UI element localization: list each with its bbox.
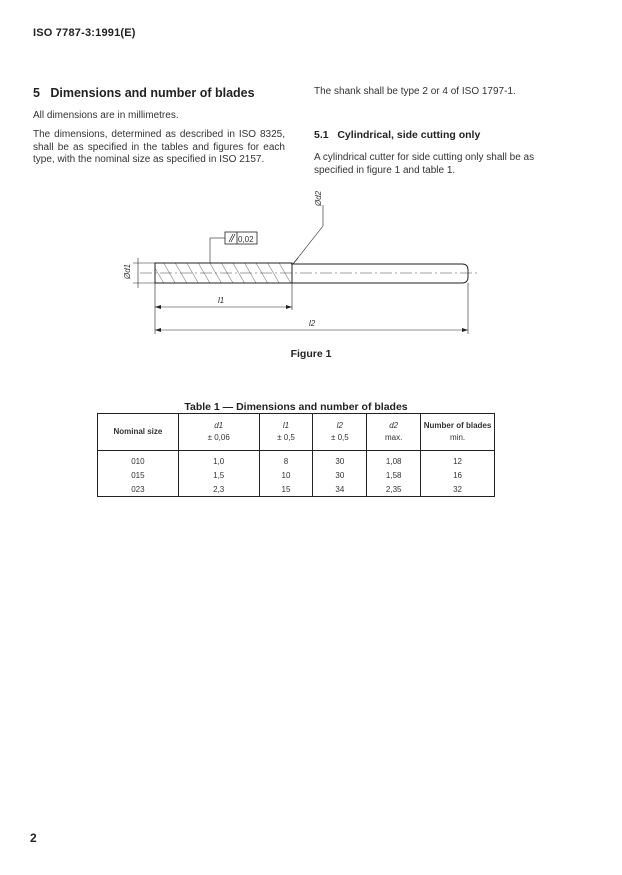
header-l1: l1 ± 0,5 bbox=[259, 414, 313, 451]
label-d1: Ød1 bbox=[123, 263, 132, 279]
header-l2: l2 ± 0,5 bbox=[313, 414, 367, 451]
section-5-heading: 5 Dimensions and number of blades bbox=[33, 86, 255, 100]
label-l2: l2 bbox=[309, 319, 316, 328]
label-d2: Ød2 bbox=[314, 190, 323, 206]
section-5-1-heading: 5.1 Cylindrical, side cutting only bbox=[314, 129, 481, 141]
shank bbox=[292, 264, 468, 283]
header-d2: d2 max. bbox=[367, 414, 421, 451]
document-header: ISO 7787-3:1991(E) bbox=[33, 27, 136, 39]
table-title: Table 1 — Dimensions and number of blades bbox=[184, 401, 408, 413]
dimensions-table bbox=[97, 413, 495, 497]
shank-note: The shank shall be type 2 or 4 of ISO 1797-1. bbox=[314, 86, 516, 97]
table-row: 010 1,0 8 30 1,08 12 bbox=[98, 451, 495, 469]
tolerance-value: 0,02 bbox=[238, 235, 254, 244]
header-d1: d1 ± 0,06 bbox=[178, 414, 259, 451]
table-row: 023 2,3 15 34 2,35 32 bbox=[98, 482, 495, 497]
section-5-paragraph: The dimensions, determined as described in ISO 8325, shall be as specified in the tables and figures for each type, with the nominal size as specified in ISO 2157. bbox=[33, 129, 285, 165]
table-row: 015 1,5 10 30 1,58 16 bbox=[98, 468, 495, 482]
units-note: All dimensions are in millimetres. bbox=[33, 110, 179, 121]
section-5-1-paragraph: A cylindrical cutter for side cutting only shall be as specified in figure 1 and table 1. bbox=[314, 152, 535, 176]
label-l1: l1 bbox=[218, 296, 225, 305]
header-nominal-size: Nominal size bbox=[98, 414, 179, 451]
page-number: 2 bbox=[30, 831, 37, 845]
figure-caption: Figure 1 bbox=[290, 348, 332, 360]
header-number-of-blades: Number of blades min. bbox=[423, 421, 492, 442]
